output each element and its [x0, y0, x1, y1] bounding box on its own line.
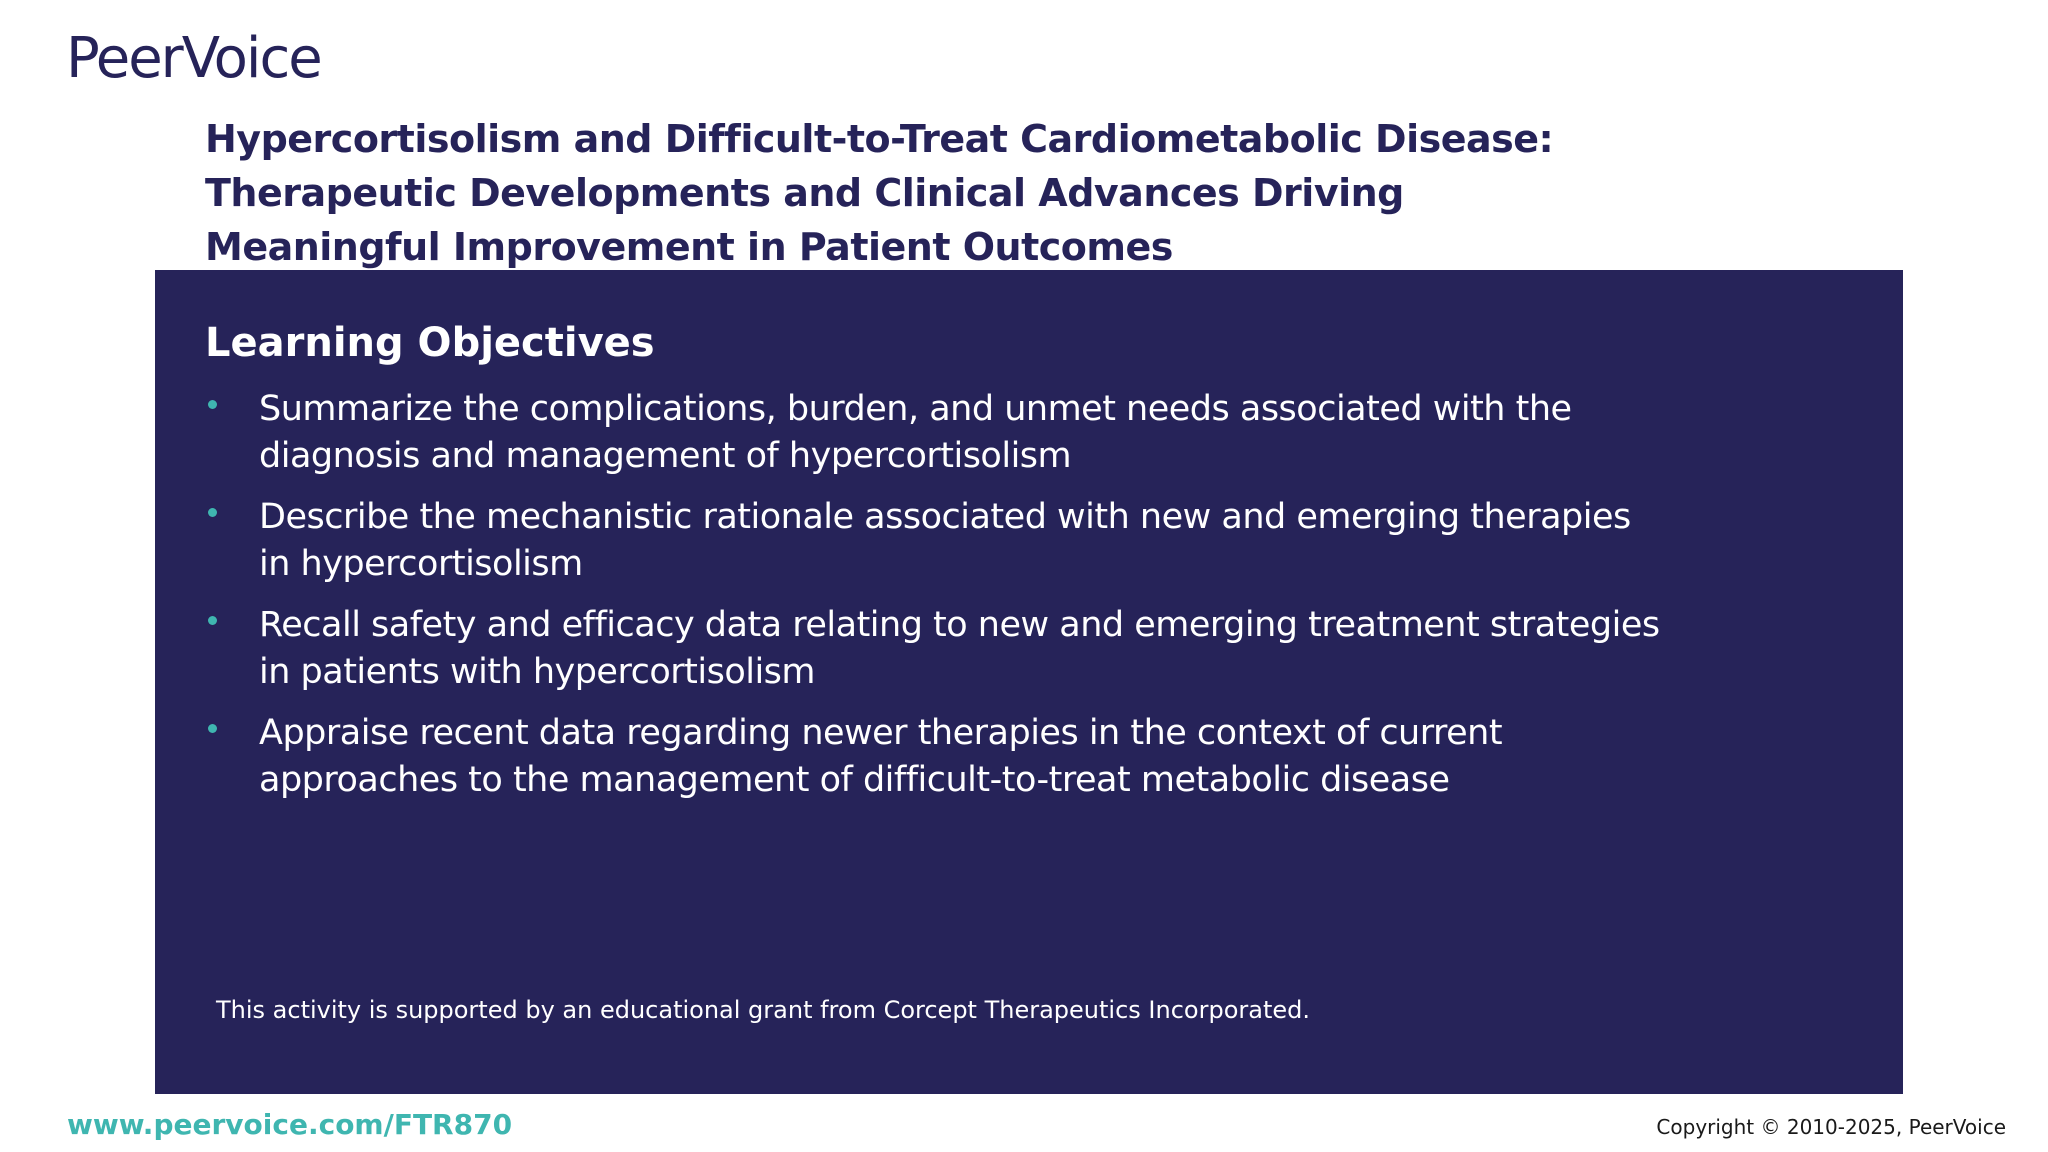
- objective-line: Describe the mechanistic rationale associated with new and emerging therapies: [259, 497, 1631, 537]
- footer-url-link[interactable]: www.peervoice.com/FTR870: [67, 1108, 513, 1141]
- objective-line: approaches to the management of difficult-to-treat metabolic disease: [259, 760, 1450, 800]
- objective-item: [205, 386, 1765, 480]
- bullet-dot-icon: [208, 616, 217, 625]
- bullet-dot-icon: [208, 724, 217, 733]
- grant-support-note: This activity is supported by an educational grant from Corcept Therapeutics Incorporated.: [216, 996, 1310, 1024]
- slide-title-line: Therapeutic Developments and Clinical Advances Driving: [205, 171, 1404, 215]
- objective-text: [259, 710, 1765, 804]
- copyright-notice: Copyright © 2010-2025, PeerVoice: [1656, 1115, 2006, 1139]
- bullet-dot-icon: [208, 400, 217, 409]
- objective-item: [205, 710, 1765, 804]
- objective-line: in patients with hypercortisolism: [259, 652, 816, 692]
- slide-title-line: Meaningful Improvement in Patient Outcomes: [205, 225, 1173, 269]
- objective-item: [205, 602, 1765, 696]
- objectives-heading: Learning Objectives: [205, 320, 655, 366]
- objective-line: Appraise recent data regarding newer therapies in the context of current: [259, 713, 1503, 753]
- objectives-list: [205, 386, 1765, 818]
- slide-title-line: Hypercortisolism and Difficult-to-Treat Cardiometabolic Disease:: [205, 117, 1554, 161]
- objective-text: [259, 494, 1765, 588]
- objective-line: Recall safety and efficacy data relating to new and emerging treatment strategies: [259, 605, 1660, 645]
- objective-text: [259, 602, 1765, 696]
- objective-line: in hypercortisolism: [259, 544, 583, 584]
- slide-title: [205, 112, 1845, 274]
- objective-line: diagnosis and management of hypercortisolism: [259, 436, 1072, 476]
- objective-item: [205, 494, 1765, 588]
- objectives-panel: [155, 270, 1903, 1094]
- peervoice-logo: PeerVoice: [66, 26, 321, 91]
- bullet-dot-icon: [208, 508, 217, 517]
- objective-text: [259, 386, 1765, 480]
- objective-line: Summarize the complications, burden, and unmet needs associated with the: [259, 389, 1572, 429]
